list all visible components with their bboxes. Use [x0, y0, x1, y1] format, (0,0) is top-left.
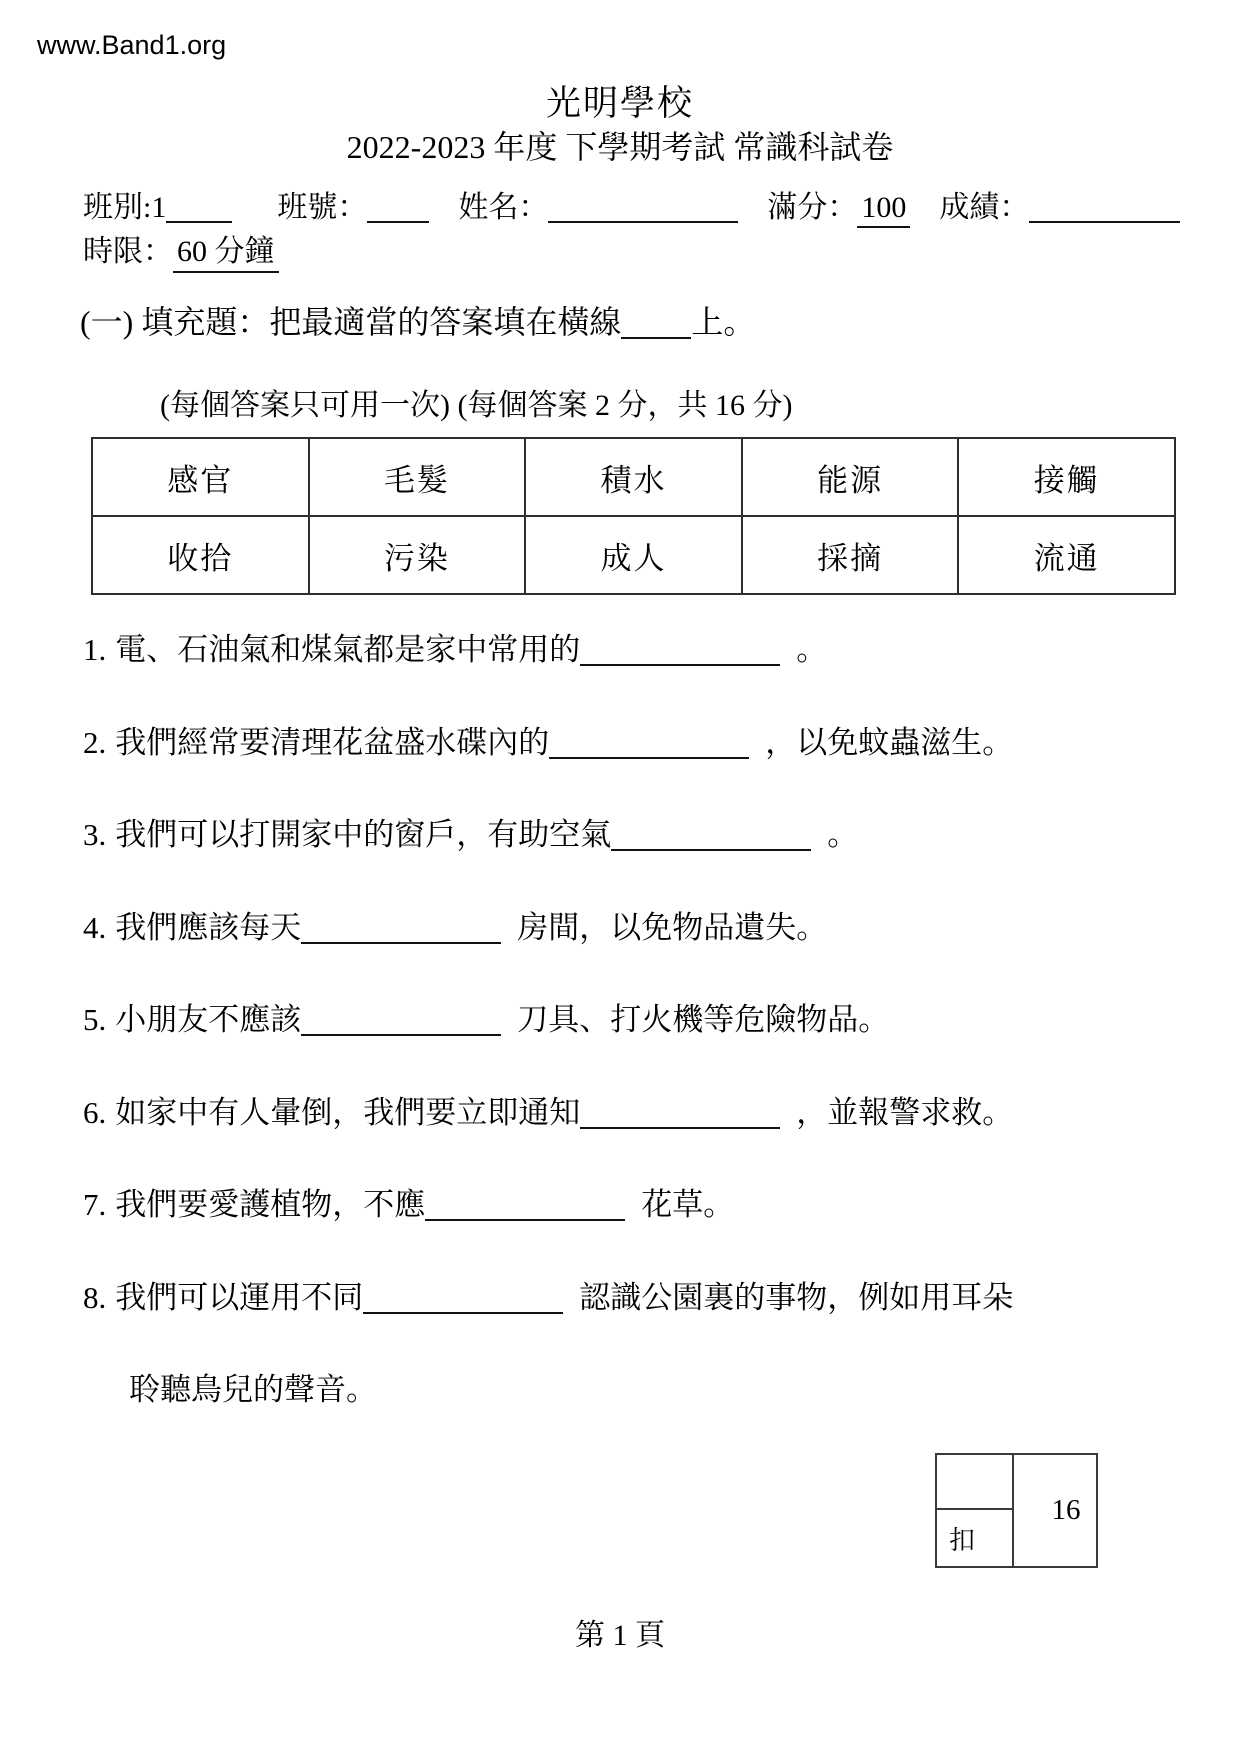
- answer-blank-4: [301, 911, 501, 944]
- question-text: 我們可以打開家中的窗戶，有助空氣: [115, 817, 612, 852]
- question-8: [83, 1278, 1210, 1407]
- question-4: [83, 908, 1210, 1001]
- question-text: 我們應該每天: [115, 909, 302, 945]
- question-text-after: ，以免蚊蟲滋生。: [765, 724, 1014, 760]
- word-bank-cell: 能源: [742, 438, 959, 516]
- question-number: 5.: [83, 1002, 107, 1037]
- answer-blank-6: [580, 1096, 780, 1129]
- word-bank-table: [91, 437, 1176, 595]
- word-bank-cell: 積水: [525, 438, 742, 516]
- class-number-blank: [367, 191, 429, 223]
- question-text-after: 刀具、打火機等危險物品。: [517, 1002, 890, 1037]
- question-number: 4.: [83, 909, 107, 945]
- question-number: 1.: [83, 632, 107, 667]
- score-box-left-column: [937, 1455, 1014, 1566]
- question-text-after: 花草。: [641, 1187, 735, 1222]
- question-text: 我們經常要清理花盆盛水碟內的: [115, 724, 550, 760]
- question-text-after: 認識公園裏的事物，例如用耳朵: [579, 1279, 1014, 1315]
- score-blank: [1029, 191, 1180, 223]
- score-box-empty-cell: [937, 1455, 1012, 1510]
- student-info-line: [83, 182, 1180, 228]
- question-number: 7.: [83, 1187, 107, 1222]
- answer-blank-2: [549, 726, 749, 759]
- question-8-continuation: 聆聽鳥兒的聲音。: [129, 1371, 377, 1407]
- section-heading-text: (一) 填充題：把最適當的答案填在橫線: [80, 304, 622, 340]
- time-limit-label: 時限：: [83, 235, 173, 268]
- word-bank-cell: 採摘: [742, 516, 959, 594]
- answer-blank-3: [611, 818, 811, 851]
- score-label: 成績：: [939, 191, 1030, 224]
- question-number: 6.: [83, 1094, 107, 1130]
- class-label: 班別:1: [83, 191, 167, 224]
- question-6: [83, 1093, 1210, 1186]
- heading-inline-blank: [621, 305, 691, 339]
- word-bank-cell: 接觸: [958, 438, 1175, 516]
- questions-list: [83, 630, 1210, 1407]
- question-3: [83, 815, 1210, 908]
- exam-title: 2022-2023 年度 下學期考試 常識科試卷: [346, 129, 894, 165]
- question-text: 如家中有人暈倒，我們要立即通知: [115, 1094, 581, 1130]
- question-number: 2.: [83, 724, 107, 760]
- question-text-after: 。: [827, 817, 859, 852]
- question-5: [83, 1000, 1210, 1093]
- answer-blank-7: [425, 1188, 625, 1221]
- section-note: (每個答案只可用一次) (每個答案 2 分，共 16 分): [160, 389, 793, 422]
- section-heading-suffix: 上。: [691, 304, 756, 340]
- time-limit-line: [83, 226, 279, 273]
- word-bank-cell: 毛髮: [309, 438, 526, 516]
- class-number-label: 班號：: [277, 191, 368, 224]
- school-name: 光明學校: [545, 84, 694, 123]
- question-7: [83, 1185, 1210, 1278]
- section-one-heading: [80, 297, 755, 343]
- question-text-after: 房間，以免物品遺失。: [517, 909, 828, 945]
- question-text-after: 。: [796, 632, 828, 667]
- answer-blank-8: [363, 1281, 563, 1314]
- word-bank-cell: 流通: [958, 516, 1175, 594]
- question-number: 3.: [83, 817, 107, 852]
- word-bank-cell: 成人: [525, 516, 742, 594]
- word-bank-row: [92, 438, 1175, 516]
- name-label: 姓名：: [458, 191, 549, 224]
- section-total-marks: 16: [1051, 1494, 1081, 1526]
- score-box: [935, 1453, 1098, 1568]
- question-text: 我們可以運用不同: [115, 1279, 364, 1315]
- time-limit-value: 60 分鐘: [173, 226, 279, 273]
- full-marks-label: 滿分：: [767, 191, 858, 224]
- answer-blank-5: [301, 1003, 501, 1036]
- deduction-label: 扣: [949, 1525, 976, 1555]
- question-text: 我們要愛護植物，不應: [115, 1187, 426, 1222]
- page-number: 第 1 頁: [575, 1619, 665, 1652]
- question-number: 8.: [83, 1279, 107, 1315]
- class-blank: [166, 191, 232, 223]
- word-bank-cell: 污染: [309, 516, 526, 594]
- name-blank: [548, 191, 738, 223]
- word-bank-cell: 收拾: [92, 516, 309, 594]
- question-2: [83, 723, 1210, 816]
- watermark-url: www.Band1.org: [37, 30, 227, 60]
- answer-blank-1: [580, 633, 780, 666]
- word-bank-cell: 感官: [92, 438, 309, 516]
- word-bank-row: [92, 516, 1175, 594]
- question-text-after: ，並報警求救。: [796, 1094, 1014, 1130]
- question-text: 小朋友不應該: [115, 1002, 302, 1037]
- question-text: 電、石油氣和煤氣都是家中常用的: [115, 632, 581, 667]
- full-marks-value: 100: [857, 191, 910, 228]
- question-1: [83, 630, 1210, 723]
